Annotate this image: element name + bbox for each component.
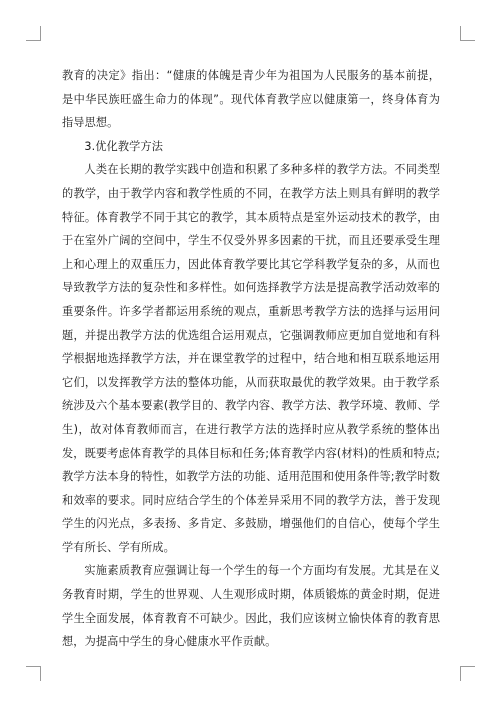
paragraph-quality-education: 实施素质教育应强调让每一个学生的每一个方面均有发展。尤其是在义务教育时期，学生的世界观、人生观形成时期，体质锻炼的黄金时期，促进学生全面发展，体育教育不可缺少。因此，我们应该树立愉快体育的教育思想，为提高中学生的身心健康水平作贡献。 [62, 564, 440, 649]
section-heading: 3.优化教学方法 [84, 139, 163, 153]
crop-mark-bottom-right [460, 666, 475, 681]
paragraph-continuation: 教育的决定》指出：“健康的体魄是青少年为祖国为人民服务的基本前提，是中华民族旺盛生命力的体现”。现代体育教学应以健康第一，终身体育为指导思想。 [62, 69, 440, 130]
crop-mark-top-left [26, 26, 41, 41]
document-body [62, 64, 440, 654]
crop-mark-bottom-left [26, 666, 41, 681]
crop-mark-top-right [460, 26, 475, 41]
paragraph-teaching-methods: 人类在长期的教学实践中创造和积累了多种多样的教学方法。不同类型的教学，由于教学内容和教学性质的不同，在教学方法上则具有鲜明的教学特征。体育教学不同于其它的教学，其本质特点是室外运动技术的教学，由于在室外广阔的空间中，学生不仅受外界多因素的干扰，而且还要承受生理上和心理上的双重压力，因此体育教学要比其它学科教学复杂的多，从而也导致教学方法的复杂性和多样性。如何选择教学方法是提高教学活动效率的重要条件。许多学者都运用系统的观点，重新思考教学方法的选择与运用问题，并提出教学方法的优选组合运用观点，它强调教师应更加自觉地和有科学根据地选择教学方法，并在课堂教学的过程中，结合地和相互联系地运用它们，以发挥教学方法的整体功能，从而获取最优的教学效果。由于教学系统涉及六个基本要素(教学目的、教学内容、教学方法、教学环境、教师、学生)，故对体育教师而言，在进行教学方法的选择时应从教学系统的整体出发，既要考虑体育教学的具体目标和任务;体育教学内容(材料)的性质和特点;教学方法本身的特性，如教学方法的功能、适用范围和使用条件等;教学时数和效率的要求。同时应结合学生的个体差异采用不同的教学方法，善于发现学生的闪光点，多表扬、多肯定、多鼓励，增强他们的自信心，使每个学生学有所长、学有所成。 [62, 163, 440, 554]
